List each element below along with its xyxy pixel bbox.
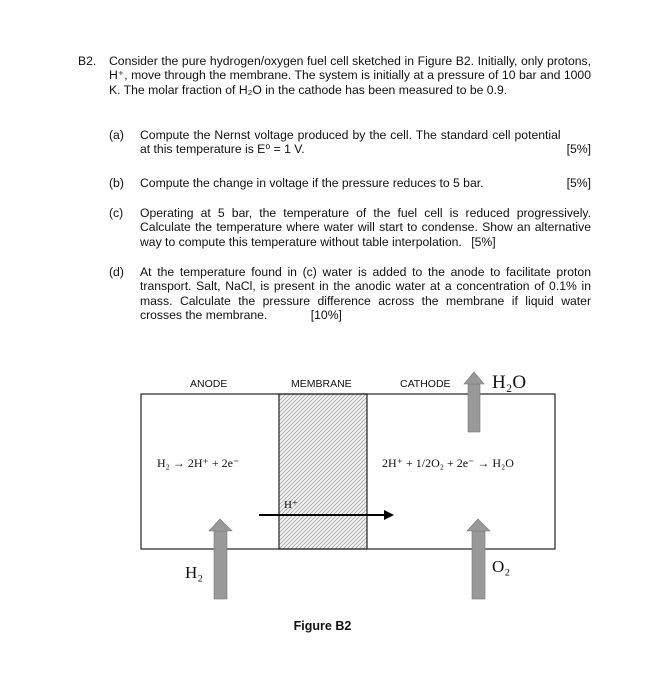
part-a-label: (a)	[109, 128, 124, 142]
anode-label: ANODE	[190, 378, 228, 390]
o2-label: O₂	[492, 557, 511, 576]
part-d-marks: [10%]	[310, 307, 342, 322]
question-intro: Consider the pure hydrogen/oxygen fuel cell sketched in Figure B2. Initially, only protons, H⁺, move through the membrane. The system is initially at a pressure of 10 bar and 1000 K. The molar fraction of H₂O in the cathode has been measured to be 0.9.	[109, 54, 591, 97]
part-c-label: (c)	[109, 206, 124, 220]
proton-arrow-head	[384, 510, 394, 520]
part-b-text: Compute the change in voltage if the pressure reduces to 5 bar.	[140, 176, 484, 190]
part-b-label: (b)	[109, 176, 124, 190]
figure-caption: Figure B2	[293, 619, 352, 633]
part-d-text: At the temperature found in (c) water is added to the anode to facilitate proton transport. Salt, NaCl, is present in the anodic water at a concentration of 0.1% in mass. Calculate the pressure difference across the membrane if liquid water crosses the membrane.	[140, 265, 591, 322]
part-a-text: Compute the Nernst voltage produced by the cell. The standard cell potential at this temperature is E⁰ = 1 V.	[140, 128, 561, 157]
cathode-reaction: 2H⁺ + 1/2O₂ + 2e⁻ → H₂O	[382, 456, 514, 470]
h2o-arrow-shaft	[468, 384, 480, 432]
o2-arrow-shaft	[472, 531, 485, 599]
membrane	[279, 394, 367, 549]
cathode-label: CATHODE	[400, 378, 451, 390]
h2-label: H₂	[185, 563, 204, 582]
part-d-label: (d)	[109, 265, 124, 279]
anode-reaction: H₂ → 2H⁺ + 2e⁻	[157, 456, 240, 470]
part-c-text: Operating at 5 bar, the temperature of the fuel cell is reduced progressively. Calculate the temperature where water will start to condense. Show an alternative way to compute this temperature without table interpolation.	[140, 206, 591, 249]
h2o-label: H₂O	[492, 372, 527, 393]
h2-arrow-shaft	[214, 531, 227, 599]
proton-label: H⁺	[284, 499, 298, 511]
membrane-label: MEMBRANE	[291, 378, 352, 390]
part-a-marks: [5%]	[566, 142, 591, 156]
h2o-arrow-head	[464, 372, 484, 384]
o2-arrow-head	[467, 519, 490, 531]
part-b-marks: [5%]	[566, 176, 591, 190]
part-c-marks: [5%]	[471, 234, 496, 249]
question-number: B2.	[78, 54, 97, 68]
h2-arrow-head	[209, 519, 232, 531]
